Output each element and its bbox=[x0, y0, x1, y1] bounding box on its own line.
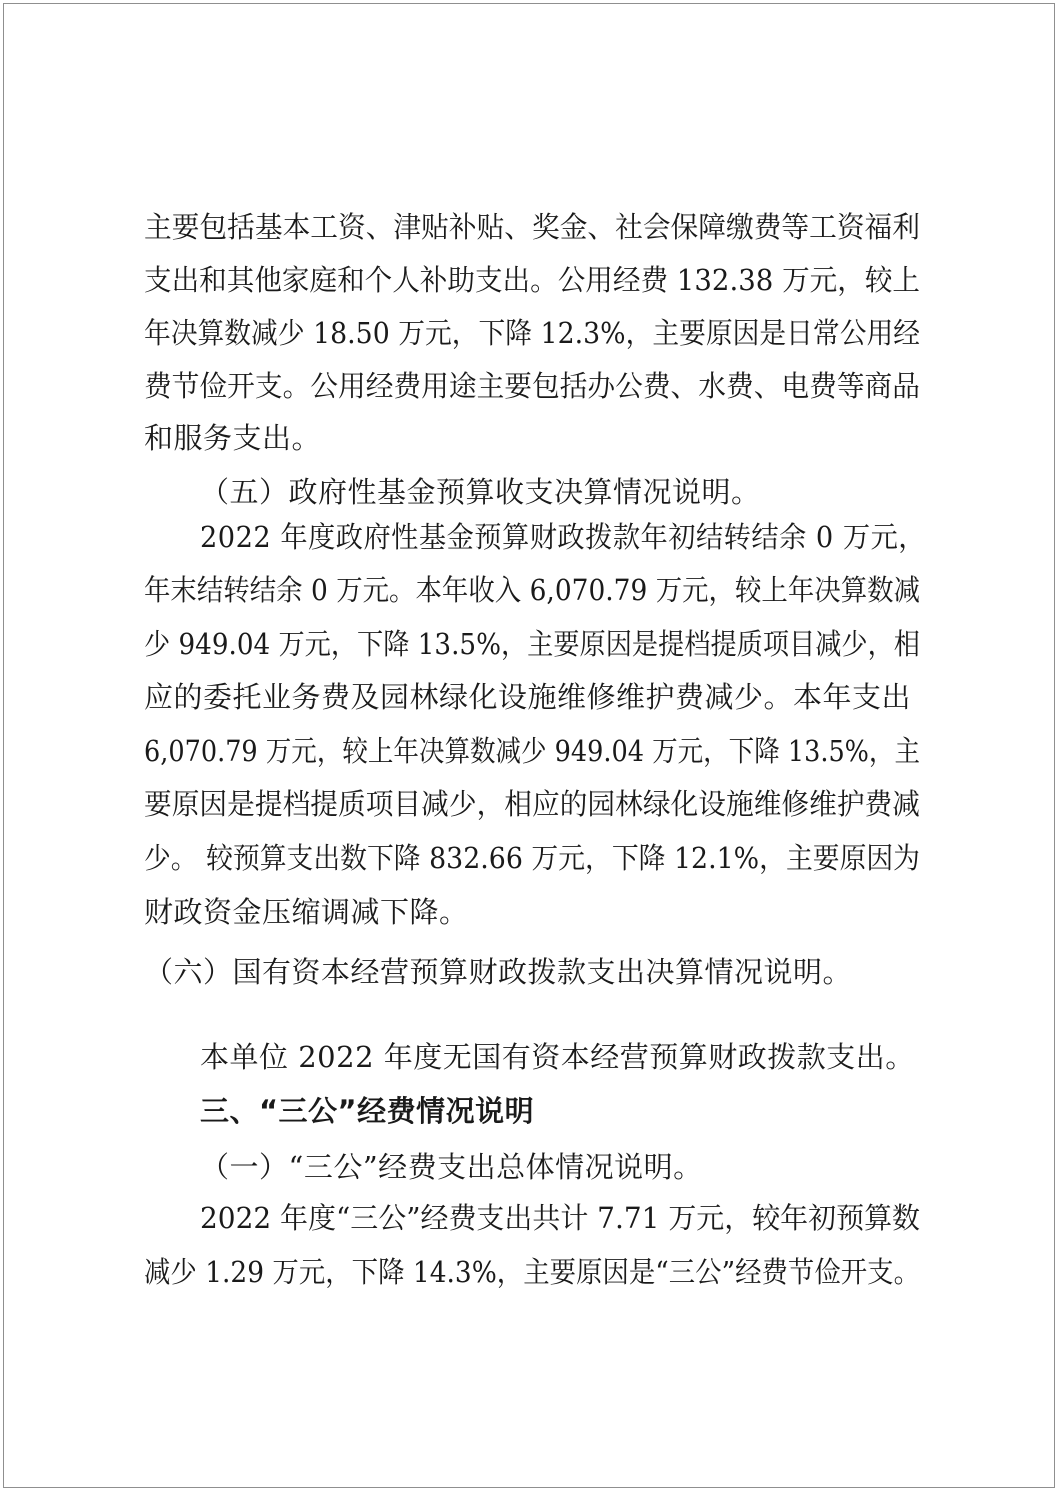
body-line-5 bbox=[144, 418, 321, 458]
section-heading-three bbox=[200, 1091, 534, 1131]
body-line-2 bbox=[144, 260, 920, 300]
body-line-3 bbox=[144, 313, 920, 353]
body-line-16 bbox=[200, 1037, 915, 1077]
document-page bbox=[3, 3, 1055, 1488]
section-heading-5 bbox=[200, 472, 761, 512]
section-heading-6 bbox=[144, 952, 852, 992]
line-text: 和服务支出。 bbox=[144, 421, 322, 455]
line-text: 2022 年度政府性基金预算财政拨款年初结转结余 0 万元， bbox=[200, 520, 926, 554]
body-line-9 bbox=[144, 624, 920, 664]
body-line-1 bbox=[144, 207, 920, 247]
body-line-20 bbox=[144, 1252, 920, 1292]
body-line-4 bbox=[144, 366, 920, 406]
line-text: 2022 年度“三公”经费支出共计 7.71 万元，较年初预算数 bbox=[200, 1201, 920, 1235]
line-text: 少 949.04 万元，下降 13.5%，主要原因是提档提质项目减少，相 bbox=[144, 627, 920, 661]
body-line-11 bbox=[144, 731, 920, 771]
body-line-7 bbox=[200, 517, 973, 557]
line-text: 三、“三公”经费情况说明 bbox=[200, 1094, 535, 1128]
line-text: 6,070.79 万元，较上年决算数减少 949.04 万元，下降 13.5%，主 bbox=[144, 734, 920, 768]
body-line-10 bbox=[144, 677, 911, 717]
line-text: 主要包括基本工资、津贴补贴、奖金、社会保障缴费等工资福利 bbox=[144, 210, 920, 244]
line-text: 减少 1.29 万元，下降 14.3%，主要原因是“三公”经费节俭开支。 bbox=[144, 1255, 920, 1289]
body-line-12 bbox=[144, 784, 920, 824]
body-line-19 bbox=[200, 1198, 920, 1238]
line-text: （一）“三公”经费支出总体情况说明。 bbox=[200, 1150, 703, 1184]
line-text: 年决算数减少 18.50 万元，下降 12.3%，主要原因是日常公用经 bbox=[144, 316, 920, 350]
line-text: 财政资金压缩调减下降。 bbox=[144, 895, 469, 929]
line-text: （六）国有资本经营预算财政拨款支出决算情况说明。 bbox=[144, 955, 853, 989]
line-text: 应的委托业务费及园林绿化设施维修维护费减少。本年支出 bbox=[144, 680, 912, 714]
line-text: 费节俭开支。公用经费用途主要包括办公费、水费、电费等商品 bbox=[144, 369, 920, 403]
line-text: 支出和其他家庭和个人补助支出。公用经费 132.38 万元，较上 bbox=[144, 263, 920, 297]
line-text: 要原因是提档提质项目减少，相应的园林绿化设施维修维护费减 bbox=[144, 787, 920, 821]
line-text: 少。 较预算支出数下降 832.66 万元，下降 12.1%，主要原因为 bbox=[144, 841, 920, 875]
line-text: 年末结转结余 0 万元。本年收入 6,070.79 万元，较上年决算数减 bbox=[144, 573, 920, 607]
line-text: 本单位 2022 年度无国有资本经营预算财政拨款支出。 bbox=[200, 1040, 915, 1074]
body-line-8 bbox=[144, 570, 920, 610]
body-line-13 bbox=[144, 838, 920, 878]
line-text: （五）政府性基金预算收支决算情况说明。 bbox=[200, 475, 761, 509]
body-line-14 bbox=[144, 892, 469, 932]
subsection-heading-one bbox=[200, 1147, 703, 1187]
